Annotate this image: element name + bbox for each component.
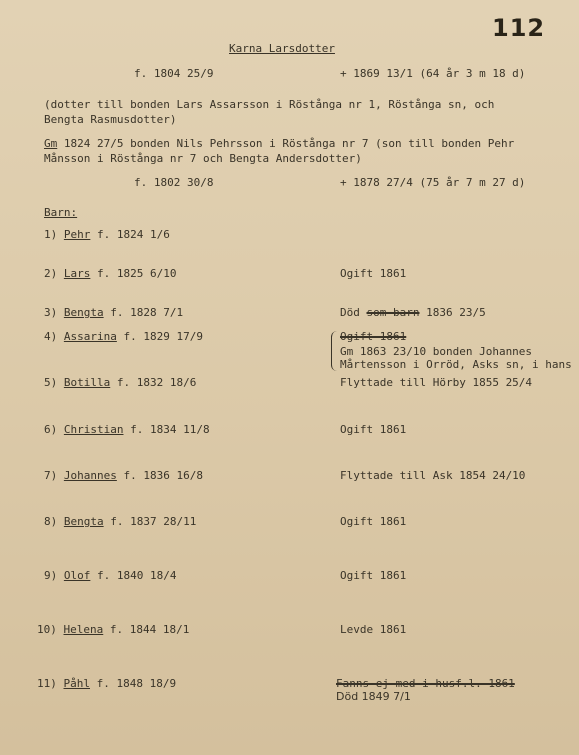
child-row [44,306,183,319]
child-number: 6) [44,423,58,436]
child-number: 7) [44,469,58,482]
child-born: f. 1824 1/6 [97,228,170,241]
marriage-gm: Gm [44,137,58,150]
child-born: f. 1844 18/1 [109,623,190,636]
page-number: 112 [492,14,546,42]
child-name: Helena [63,623,104,636]
note-bracket [331,331,338,371]
marriage-text-1: 1824 27/5 bonden Nils Pehrsson i Röstånga nr 7 (son till bonden Pehr [57,137,515,150]
child-note: Ogift 1861 [340,423,407,436]
child-row [44,569,176,582]
marriage-line-1 [44,137,514,150]
child-name: Olof [63,569,91,582]
child-note-struck: Fanns ej med i husf.l. 1861 [336,677,515,690]
page-title: Karna Larsdotter [229,42,335,55]
child-name: Johannes [63,469,117,482]
child-number: 1) [44,228,58,241]
child-name: Assarina [63,330,117,343]
parents-line-2: Bengta Rasmusdotter) [44,113,177,126]
child-born: f. 1848 18/9 [96,677,177,690]
child-born: f. 1836 16/8 [123,469,203,482]
child-row [37,677,176,690]
child-number: 3) [44,306,58,319]
child-note [340,306,486,319]
child-note-struck: som barn [366,306,420,319]
spouse-death-date: + 1878 27/4 (75 år 7 m 27 d) [340,176,526,189]
child-row [44,423,210,436]
child-note: Flyttade till Hörby 1855 25/4 [340,376,533,389]
child-note-struck: Ogift 1861 [340,330,407,343]
death-date: + 1869 13/1 (64 år 3 m 18 d) [340,67,526,80]
child-born: f. 1834 11/8 [130,423,210,436]
child-name: Bengta [63,306,104,319]
child-row [44,376,196,389]
child-row [44,228,170,241]
children-heading: Barn: [44,206,78,219]
child-number: 8) [44,515,58,528]
child-name: Pehr [63,228,91,241]
spouse-birth-date: f. 1802 30/8 [134,176,214,189]
child-born: f. 1828 7/1 [110,306,184,319]
child-name: Botilla [63,376,111,389]
child-row [44,330,203,343]
child-name: Christian [63,423,124,436]
child-born: f. 1829 17/9 [123,330,203,343]
child-note-post: 1836 23/5 [419,306,486,319]
child-note: Ogift 1861 [340,569,407,582]
child-note: Ogift 1861 [340,267,407,280]
child-name: Bengta [63,515,104,528]
child-note: Ogift 1861 [340,515,407,528]
child-row [44,267,176,280]
child-number: 2) [44,267,58,280]
child-row [37,623,189,636]
child-born: f. 1832 18/6 [116,376,197,389]
child-note-line-2: Död 1849 7/1 [336,690,411,703]
birth-date: f. 1804 25/9 [134,67,214,80]
child-row [44,469,203,482]
child-note-pre: Död [340,306,367,319]
parents-line-1: (dotter till bonden Lars Assarsson i Röstånga nr 1, Röstånga sn, och [44,98,495,111]
child-note: Flyttade till Ask 1854 24/10 [340,469,526,482]
child-note-line-2: Gm 1863 23/10 bonden Johannes [340,345,533,358]
child-born: f. 1840 18/4 [97,569,177,582]
child-number: 11) [37,677,57,690]
marriage-line-2: Månsson i Röstånga nr 7 och Bengta Andersdotter) [44,152,362,165]
child-number: 4) [44,330,58,343]
child-note-line-3: Mårtensson i Orröd, Asks sn, i hans [340,358,572,371]
child-note: Levde 1861 [340,623,407,636]
child-number: 10) [37,623,57,636]
child-born: f. 1825 6/10 [97,267,177,280]
child-row [44,515,196,528]
child-number: 5) [44,376,58,389]
child-born: f. 1837 28/11 [110,515,197,528]
child-name: Påhl [63,677,90,690]
child-number: 9) [44,569,58,582]
child-name: Lars [63,267,91,280]
